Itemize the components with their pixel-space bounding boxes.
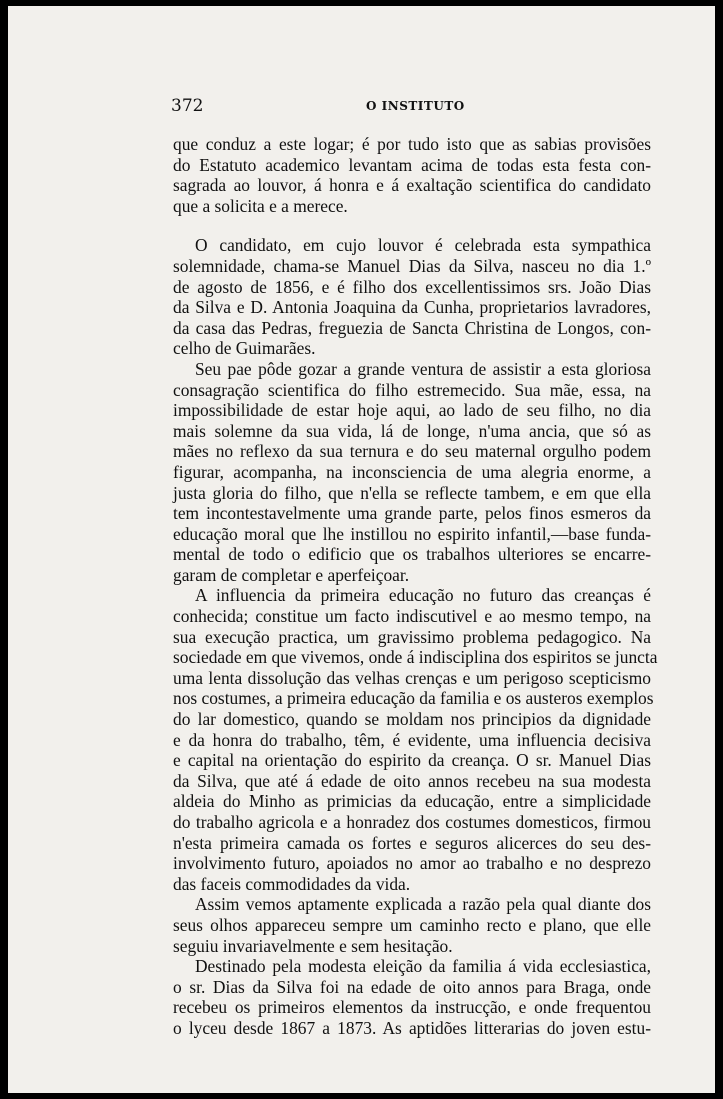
text-line: conhecida; constitue um facto indiscutivel e ao mesmo tempo, na	[173, 606, 651, 627]
text-line: aldeia do Minho as primicias da educação, entre a simplicidade	[173, 791, 651, 812]
page-scan	[8, 6, 715, 1093]
text-line: n'esta primeira camada os fortes e seguros alicerces do seu des-	[173, 832, 651, 853]
text-line: da Silva, que até á edade de oito annos recebeu na sua modesta	[173, 770, 651, 791]
body-text	[173, 134, 658, 1039]
paragraph-gap	[173, 216, 651, 235]
text-line: figurar, acompanha, na inconsciencia de uma alegria enorme, a	[173, 461, 651, 482]
paragraph	[173, 235, 651, 359]
text-line: mental de todo o edificio que os trabalhos ulteriores se encarre-	[173, 544, 651, 565]
text-line: Assim vemos aptamente explicada a razão pela qual diante dos	[195, 894, 651, 915]
text-line: solemnidade, chama-se Manuel Dias da Silva, nasceu no dia 1.º	[173, 255, 651, 276]
text-line: mães no reflexo da sua ternura e do seu maternal orgulho podem	[173, 441, 651, 462]
page-header	[171, 96, 651, 118]
text-line: sociedade em que vivemos, onde á indisciplina dos espiritos se juncta	[173, 647, 658, 668]
text-line: consagração scientifica do filho estremecido. Sua mãe, essa, na	[173, 379, 651, 400]
paragraph	[173, 585, 658, 894]
text-line: celho de Guimarães.	[173, 338, 316, 359]
running-head: O INSTITUTO	[366, 99, 465, 113]
text-line: o sr. Dias da Silva foi na edade de oito annos para Braga, onde	[173, 976, 651, 997]
text-line: garam de completar e aperfeiçoar.	[173, 564, 410, 585]
text-line: recebeu os primeiros elementos da instrucção, e onde frequentou	[173, 997, 651, 1018]
text-line: da casa das Pedras, freguezia de Sancta Christina de Longos, con-	[173, 317, 651, 338]
text-line: mais solemne da sua vida, lá de longe, n'uma ancia, que só as	[173, 420, 651, 441]
paragraph	[173, 894, 651, 956]
text-line: nos costumes, a primeira educação da familia e os austeros exemplos	[173, 688, 654, 709]
text-line: involvimento futuro, apoiados no amor ao trabalho e no desprezo	[173, 853, 651, 874]
text-line: o lyceu desde 1867 a 1873. As aptidões litterarias do joven estu-	[173, 1017, 651, 1038]
text-line: que a solicita e a merece.	[173, 195, 348, 216]
text-line: O candidato, em cujo louvor é celebrada esta sympathica	[195, 235, 651, 256]
text-line: uma lenta dissolução das velhas crenças e um perigoso scepticismo	[173, 667, 651, 688]
text-line: sua execução practica, um gravissimo problema pedagogico. Na	[173, 626, 651, 647]
text-line: seguiu invariavelmente e sem hesitação.	[173, 935, 453, 956]
text-line: do trabalho agricola e a honradez dos costumes domesticos, firmou	[173, 812, 651, 832]
text-line: que conduz a este logar; é por tudo isto que as sabias provisões	[173, 134, 651, 154]
text-line: da Silva e D. Antonia Joaquina da Cunha, proprietarios lavradores,	[173, 297, 651, 318]
text-line: do lar domestico, quando se moldam nos principios da dignidade	[173, 709, 651, 730]
text-line: Destinado pela modesta eleição da familia á vida ecclesiastica,	[195, 956, 651, 977]
text-line: de agosto de 1856, e é filho dos excellentissimos srs. João Dias	[173, 276, 651, 297]
text-line: das faceis commodidades da vida.	[173, 873, 411, 894]
paragraph	[173, 359, 651, 586]
text-line: do Estatuto academico levantam acima de todas esta festa con-	[173, 154, 651, 175]
page-number: 372	[171, 96, 204, 116]
text-line: impossibilidade de estar hoje aqui, ao lado de seu filho, no dia	[173, 400, 651, 421]
text-line: tem incontestavelmente uma grande parte, pelos finos esmeros da	[173, 503, 651, 524]
text-line: justa gloria do filho, que n'ella se reflecte tambem, e em que ella	[173, 482, 651, 503]
text-line: e da honra do trabalho, têm, é evidente, uma influencia decisiva	[173, 729, 651, 750]
paragraph	[173, 956, 651, 1038]
paragraph	[173, 134, 651, 216]
text-line: A influencia da primeira educação no futuro das creanças é	[195, 585, 651, 606]
text-line: educação moral que lhe instillou no espirito infantil,—base funda-	[173, 523, 651, 544]
text-line: seus olhos appareceu sempre um caminho recto e plano, que elle	[173, 914, 651, 935]
text-line: sagrada ao louvor, á honra e á exaltação scientifica do candidato	[173, 175, 651, 196]
text-line: e capital na orientação do espirito da creança. O sr. Manuel Dias	[173, 750, 651, 771]
text-line: Seu pae pôde gozar a grande ventura de assistir a esta gloriosa	[195, 358, 651, 379]
